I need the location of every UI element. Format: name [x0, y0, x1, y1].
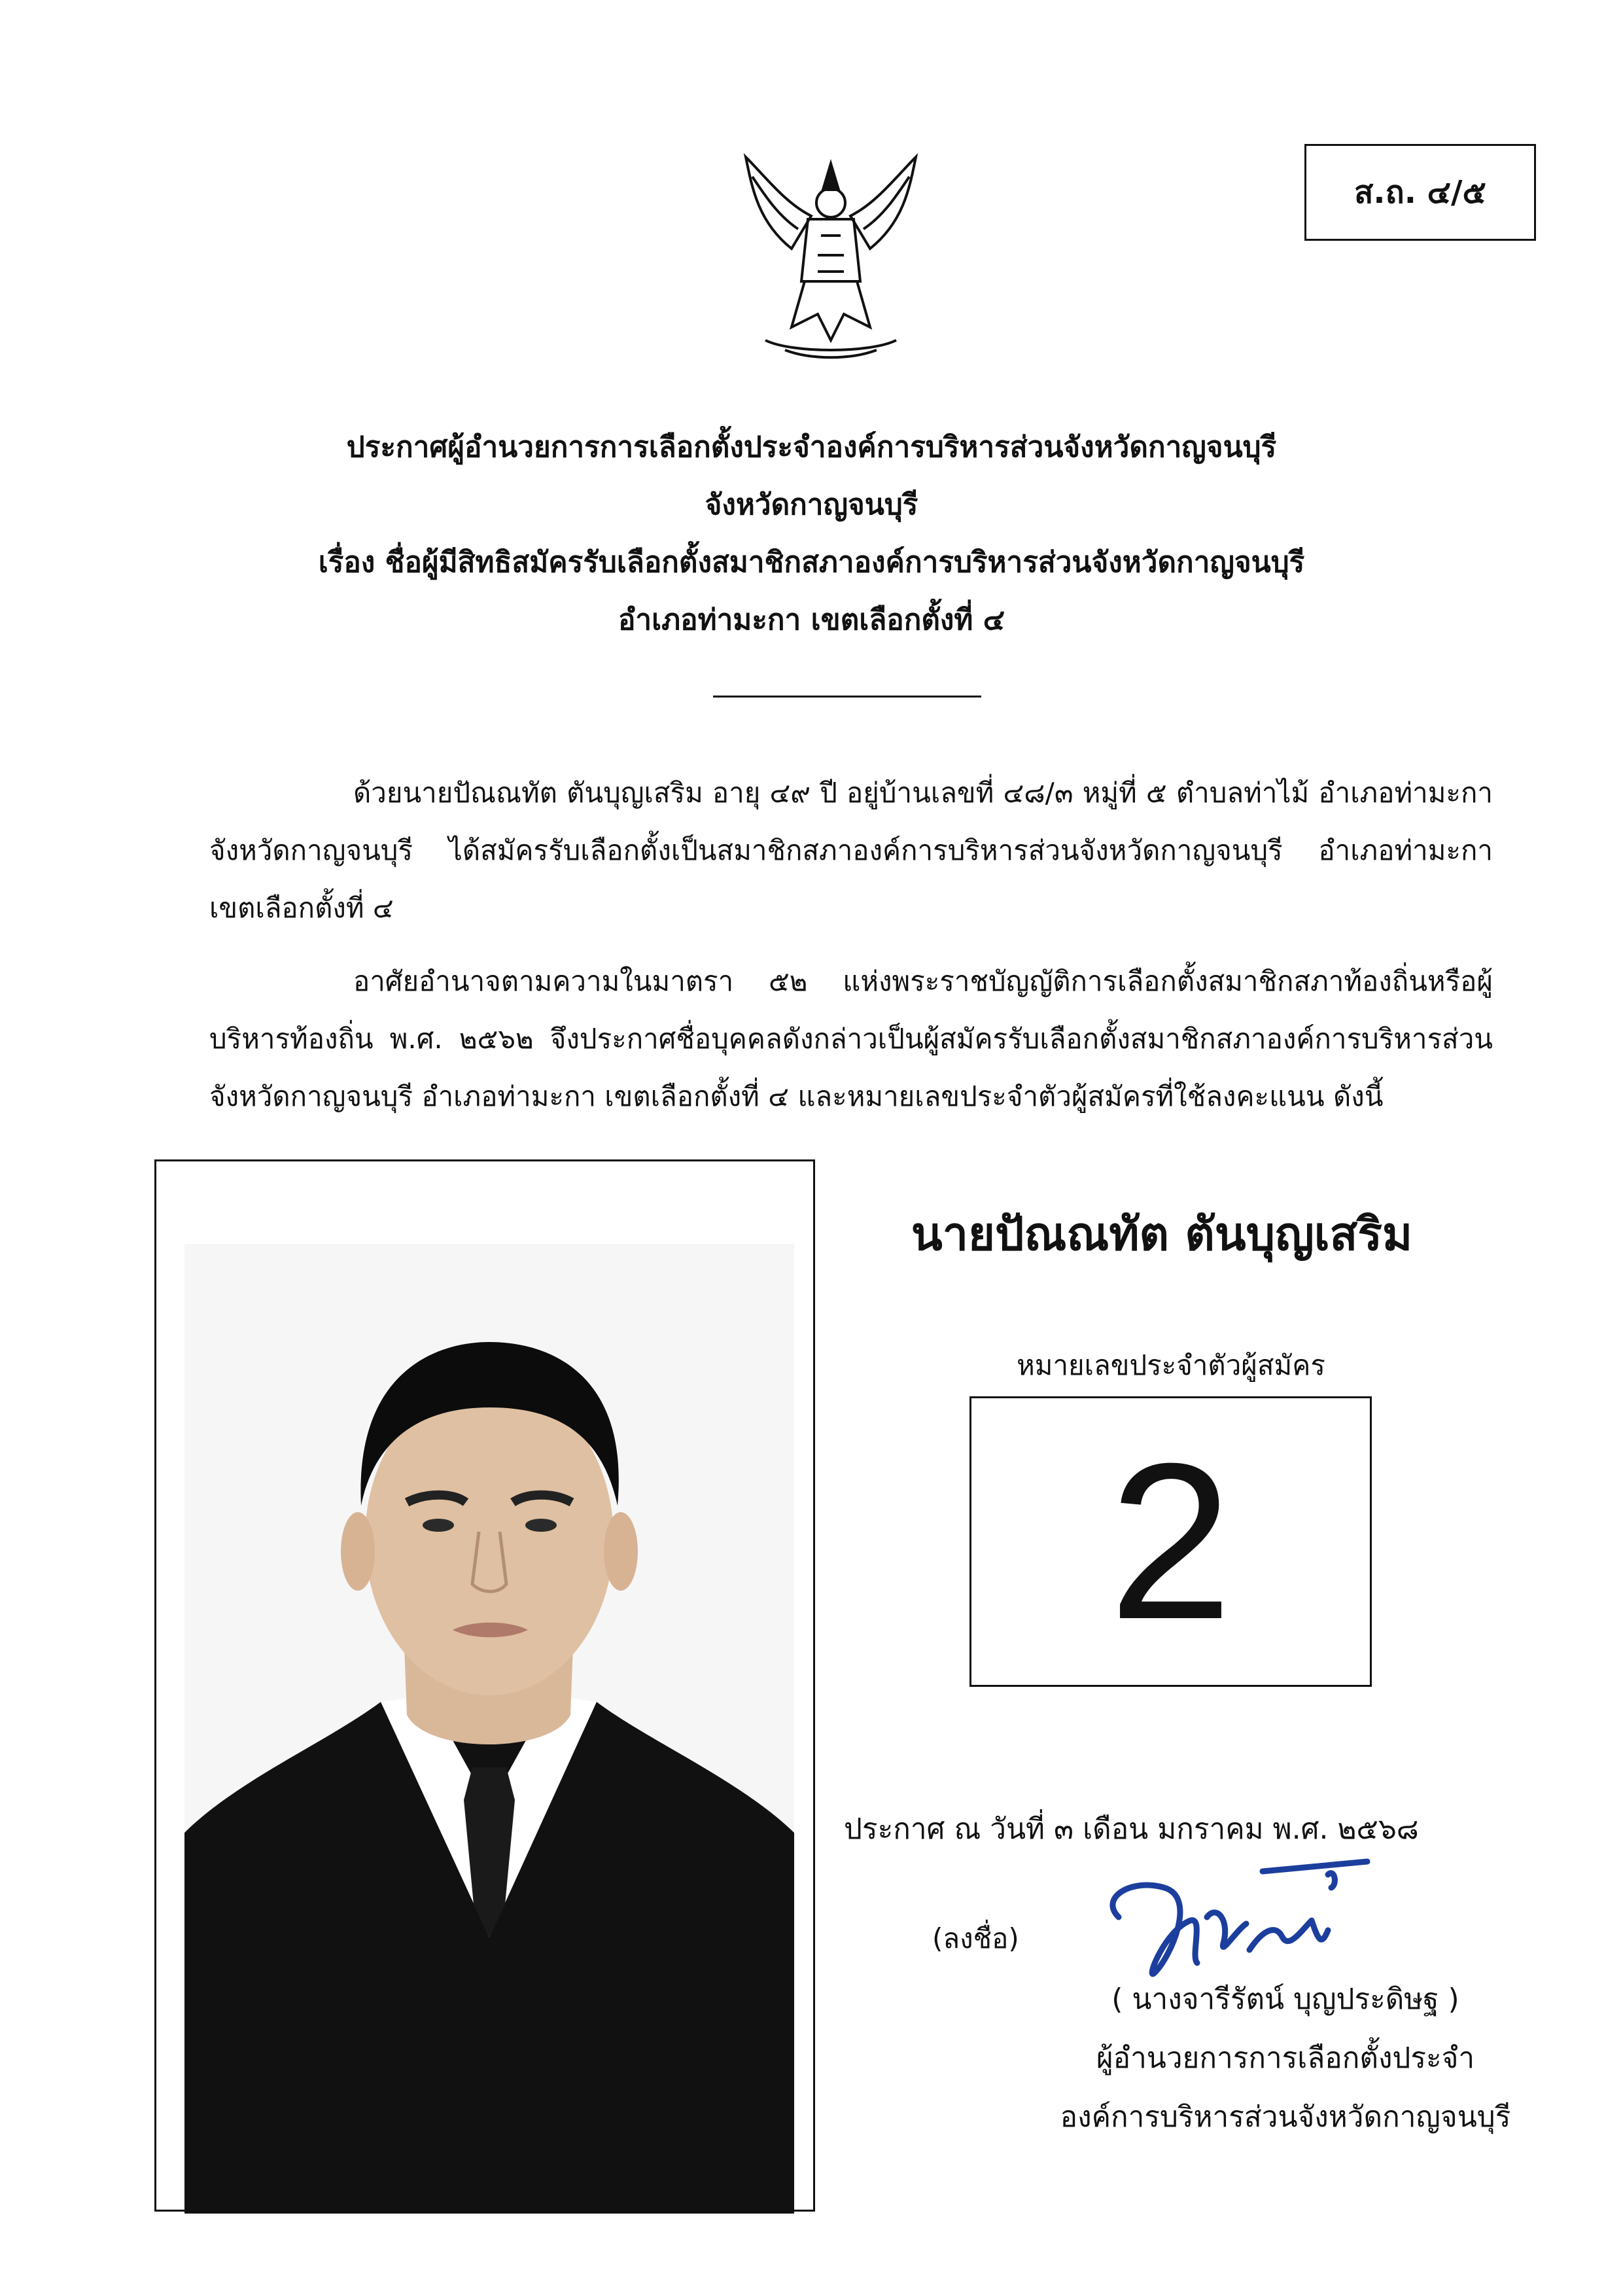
candidate-photo-frame	[154, 1159, 815, 2212]
body-paragraph-1: ด้วยนายปัณณทัต ตันบุญเสริม อายุ ๔๙ ปี อยู่บ้านเลขที่ ๔๘/๓ หมู่ที่ ๕ ตำบลท่าไม้ อำเภอท่ามะกา จังหวัดกาญจนบุรี ได้สมัครรับเลือกตั้งเป็นสมาชิกสภาองค์การบริหารส่วนจังหวัดกาญจนบุรี อำเภอท่ามะกา เขตเลือกตั้งที่ ๔	[209, 777, 1493, 924]
heading-line-4: อำเภอท่ามะกา เขตเลือกตั้งที่ ๔	[618, 603, 1005, 637]
signer-title-1: ผู้อำนวยการการเลือกตั้งประจำ	[1096, 2041, 1475, 2075]
heading-divider	[713, 696, 981, 698]
body-paragraph-2: อาศัยอำนาจตามความในมาตรา ๕๒ แห่งพระราชบัญญัติการเลือกตั้งสมาชิกสภาท้องถิ่นหรือผู้บริหารท้องถิ่น พ.ศ. ๒๕๖๒ จึงประกาศชื่อบุคคลดังกล่าวเป็นผู้สมัครรับเลือกตั้งสมาชิกสภาองค์การบริหารส่วนจังหวัดกาญจนบุรี อำเภอท่ามะกา เขตเลือกตั้งที่ ๔ และหมายเลขประจำตัวผู้สมัครที่ใช้ลงคะแนน ดังนี้	[209, 965, 1493, 1112]
heading-line-1: ประกาศผู้อำนวยการการเลือกตั้งประจำองค์การบริหารส่วนจังหวัดกาญจนบุรี	[346, 431, 1277, 464]
candidate-number-box	[969, 1396, 1372, 1687]
candidate-number-label: หมายเลขประจำตัวผู้สมัคร	[1017, 1349, 1325, 1381]
signer-title-2: องค์การบริหารส่วนจังหวัดกาญจนบุรี	[1060, 2100, 1511, 2134]
announcement-date: ประกาศ ณ วันที่ ๓ เดือน มกราคม พ.ศ. ๒๕๖๘	[844, 1812, 1419, 1846]
heading-line-2: จังหวัดกาญจนบุรี	[705, 488, 918, 521]
garuda-emblem-icon	[726, 150, 935, 366]
candidate-photo	[184, 1244, 794, 2214]
candidate-name: นายปัณณทัต ตันบุญเสริม	[911, 1207, 1413, 1261]
signer-name: ( นางจารีรัตน์ บุญประดิษฐ )	[1111, 1983, 1459, 2016]
sign-label: (ลงชื่อ)	[932, 1922, 1019, 1954]
candidate-number: 2	[1108, 1417, 1233, 1666]
form-code-box	[1304, 144, 1536, 241]
heading-line-3: เรื่อง ชื่อผู้มีสิทธิสมัครรับเลือกตั้งสมาชิกสภาองค์การบริหารส่วนจังหวัดกาญจนบุรี	[318, 546, 1305, 579]
form-code: ส.ถ. ๔/๕	[1354, 174, 1486, 211]
signature-icon	[1092, 1858, 1380, 1989]
